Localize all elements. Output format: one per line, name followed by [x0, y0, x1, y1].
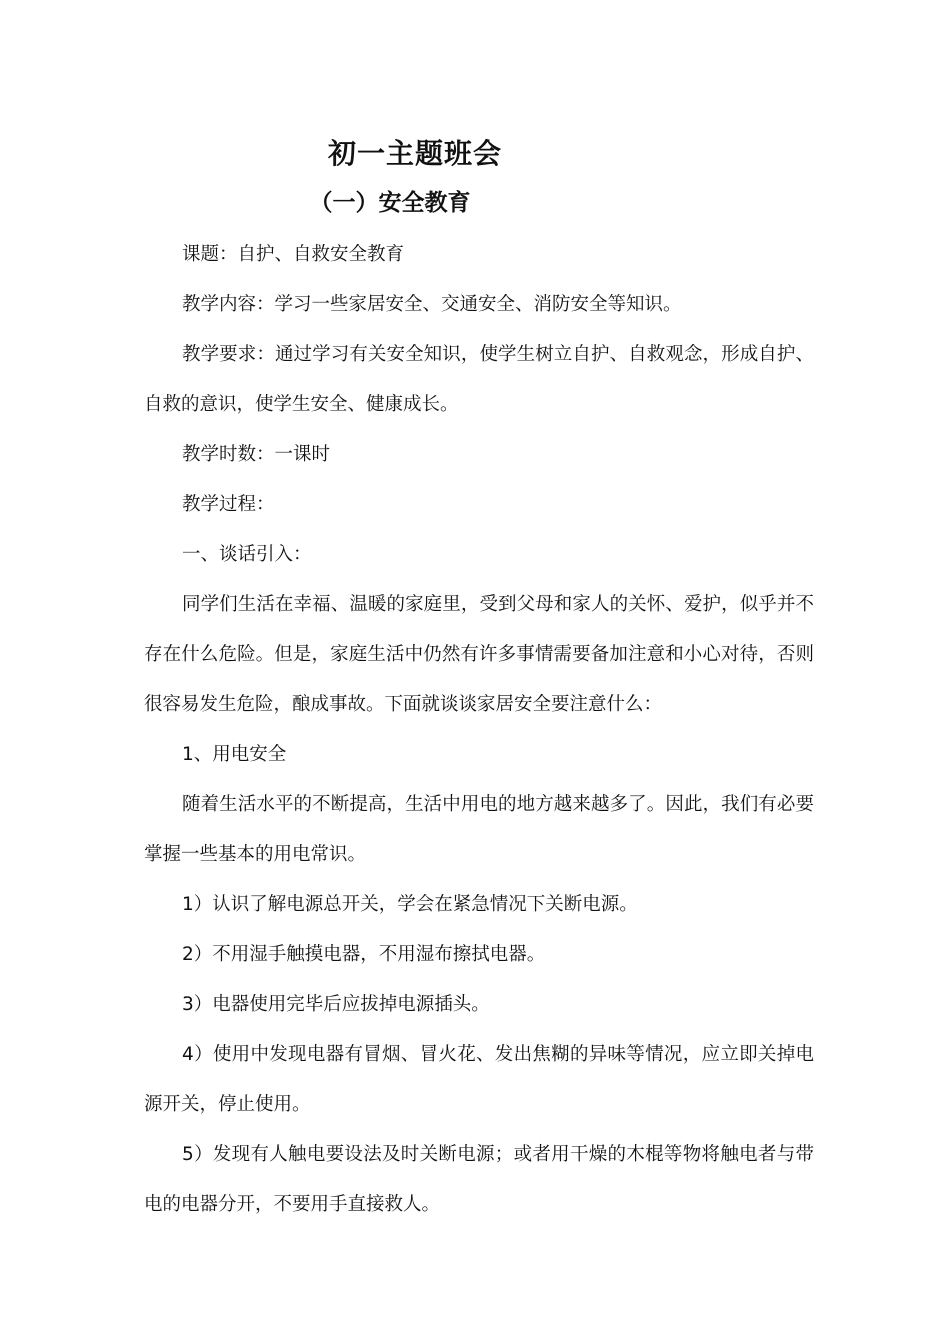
list-item: 5）发现有人触电要设法及时关断电源；或者用干燥的木棍等物将触电者与带电的电器分开，不要用手直接救人。: [144, 1144, 814, 1215]
list-item: 2）不用湿手触摸电器，不用湿布擦拭电器。: [182, 944, 546, 965]
lesson-requirements: 教学要求：通过学习有关安全知识，使学生树立自护、自救观念，形成自护、自救的意识，使学生安全、健康成长。: [144, 344, 814, 415]
lesson-topic: 课题：自护、自救安全教育: [182, 244, 405, 265]
electric-safety-heading: 1、用电安全: [182, 744, 287, 765]
electric-safety-paragraph: 随着生活水平的不断提高，生活中用电的地方越来越多了。因此，我们有必要掌握一些基本的用电常识。: [144, 794, 814, 865]
document-title: 初一主题班会: [327, 137, 502, 170]
list-item: 1）认识了解电源总开关，学会在紧急情况下关断电源。: [182, 894, 638, 915]
section-intro-heading: 一、谈话引入：: [182, 544, 312, 565]
list-item: 4）使用中发现电器有冒烟、冒火花、发出焦糊的异味等情况，应立即关掉电源开关，停止使用。: [144, 1044, 814, 1115]
lesson-process-heading: 教学过程：: [182, 494, 275, 515]
document-body: [144, 230, 814, 1230]
lesson-content: 教学内容：学习一些家居安全、交通安全、消防安全等知识。: [182, 294, 682, 315]
list-item: 3）电器使用完毕后应拔掉电源插头。: [182, 994, 490, 1015]
lesson-duration: 教学时数：一课时: [182, 444, 331, 465]
section-heading: （一）安全教育: [309, 190, 471, 216]
intro-paragraph: 同学们生活在幸福、温暖的家庭里，受到父母和家人的关怀、爱护，似乎并不存在什么危险。但是，家庭生活中仍然有许多事情需要备加注意和小心对待，否则很容易发生危险，酿成事故。下面就谈谈家居安全要注意什么：: [144, 594, 814, 715]
